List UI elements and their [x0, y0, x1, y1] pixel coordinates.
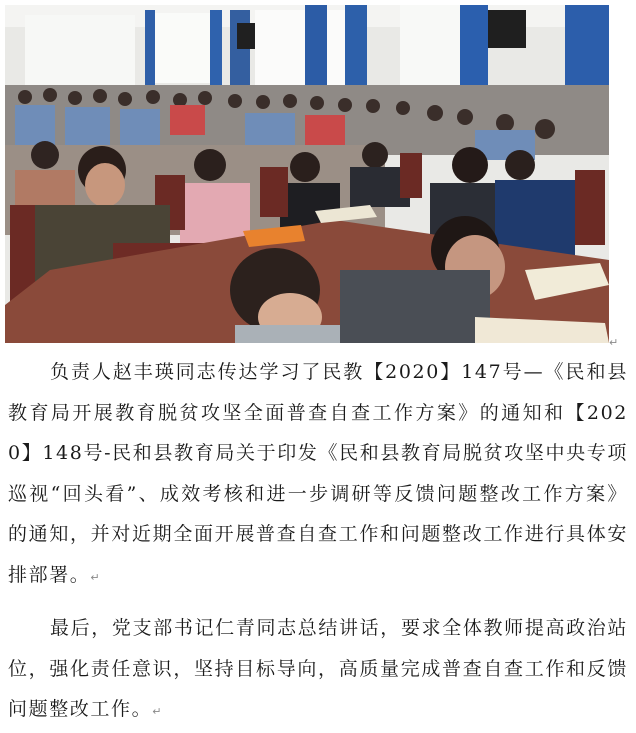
paragraph-mark: ↵ — [90, 570, 100, 584]
paragraph-1 — [0, 352, 636, 598]
document-body — [0, 352, 636, 733]
paragraph-2-text: 最后，党支部书记仁青同志总结讲话，要求全体教师提高政治站位，强化责任意识，坚持目标导向，高质量完成普查自查工作和反馈问题整改工作。 — [8, 617, 628, 720]
paragraph-mark: ↵ — [152, 705, 162, 718]
paragraph-2 — [0, 608, 636, 733]
meeting-room-photo — [5, 5, 609, 343]
paragraph-1-text: 负责人赵丰瑛同志传达学习了民教【2020】147号—《民和县教育局开展教育脱贫攻坚全面普查自查工作方案》的通知和【2020】148号-民和县教育局关于印发《民和县教育局脱贫攻坚中央专项巡视“回头看”、成效考核和进一步调研等反馈问题整改工作方案》的通知，并对近期全面开展普查自查工作和问题整改工作进行具体安排部署。 — [8, 361, 628, 586]
paragraph-mark: ↵ — [609, 336, 619, 349]
